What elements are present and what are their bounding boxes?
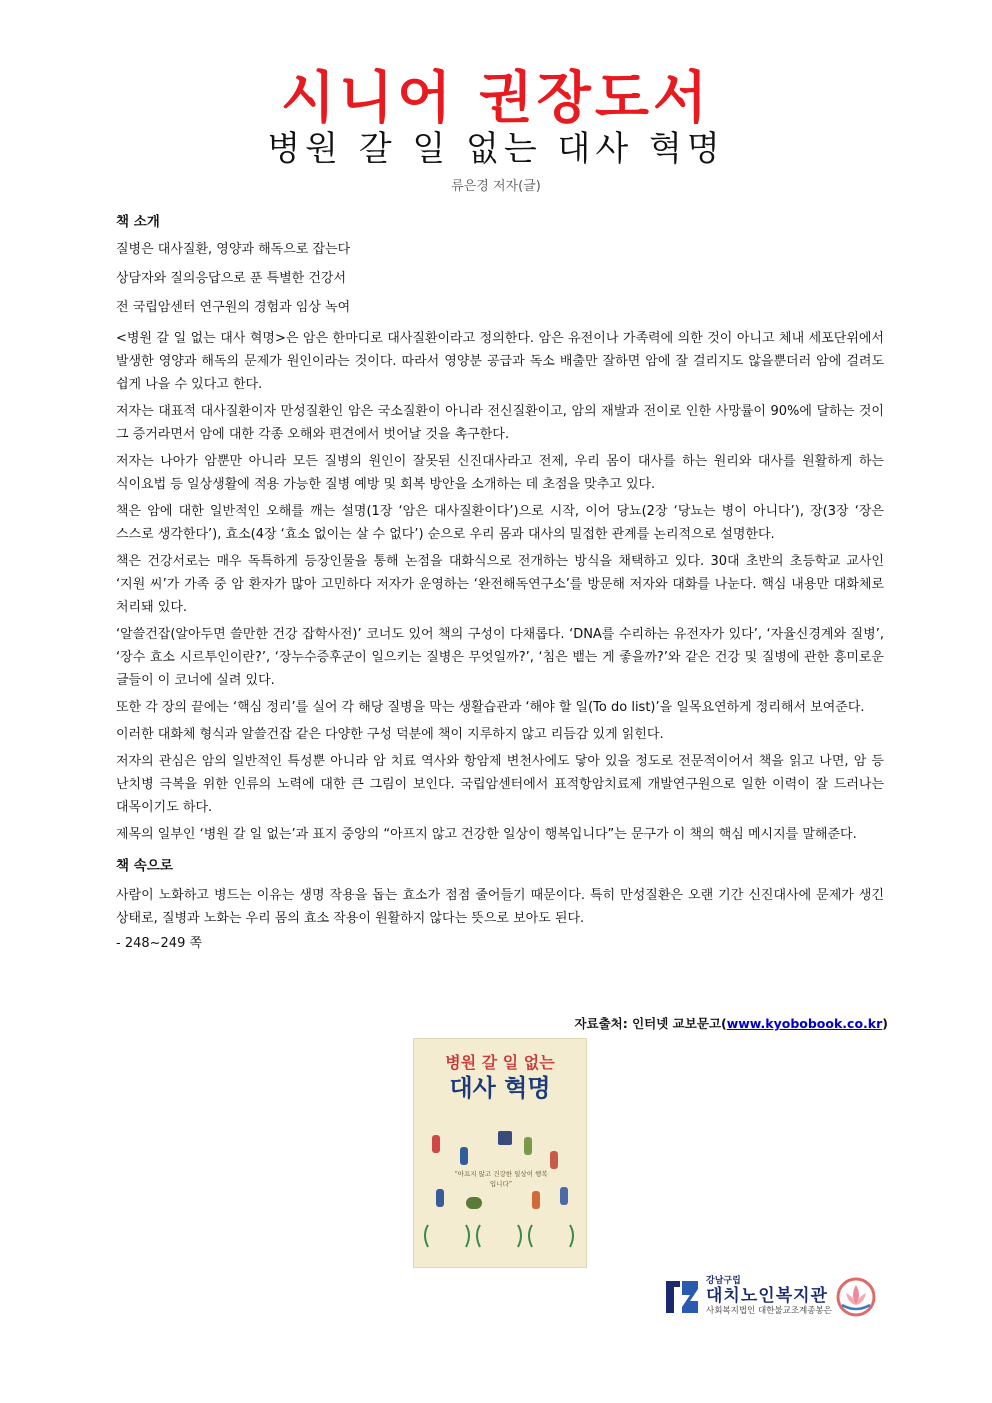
cover-title-line1: 병원 갈 일 없는 [445,1053,555,1072]
cover-figure [550,1151,558,1169]
organization-logo [664,1275,884,1321]
cover-figure [436,1189,444,1207]
intro-paragraph: 책은 암에 대한 일반적인 오해를 깨는 설명(1장 ‘암은 대사질환이다’)으로 시작, 이어 당뇨(2장 ‘당뇨는 병이 아니다’), 장(3장 ‘장은 스스로 생각한다’), 효소(4장 ‘효소 없이는 살 수 없다’) 순으로 우리 몸과 대사의 밀접한 관계를 논리적으로 설명한다. [116,504,884,542]
cover-figure [432,1135,440,1153]
intro-paragraph: 책은 건강서로는 매우 독특하게 등장인물을 통해 논점을 대화식으로 전개하는 방식을 채택하고 있다. 30대 초반의 초등학교 교사인 ‘지원 씨’가 가족 중 암 환자가 많아 고민하다 저자가 운영하는 ‘완전해독연구소’를 방문해 저자와 대화를 나눈다. 핵심 내용만 대화체로 처리돼 있다. [116,554,884,615]
source-link[interactable]: www.kyobobook.co.kr [726,1016,883,1031]
cover-figure [532,1191,540,1209]
source-credit [574,1015,888,1033]
lotus-emblem-icon [836,1277,876,1317]
source-label: 자료출처: 인터넷 교보문고( [574,1016,727,1031]
book-title: 병원 갈 일 없는 대사 혁명 [267,129,725,169]
intro-paragraph: 저자의 관심은 암의 일반적인 특성뿐 아니라 암 치료 역사와 항암제 변천사에도 닿아 있을 정도로 전문적이어서 책을 읽고 나면, 암 등 난치병 극복을 위한 인류의 노력에 대한 큰 그림이 보인다. 국립암센터에서 표적항암치료제 개발연구원으로 일한 이력이 잘 드러나는 대목이기도 하다. [116,754,884,815]
inside-paragraph: 사람이 노화하고 병드는 이유는 생명 작용을 돕는 효소가 점점 줄어들기 때문이다. 특히 만성질환은 오랜 기간 신진대사에 문제가 생긴 상태로, 질병과 노화는 우리 몸의 효소 작용이 원활하지 않다는 뜻으로 보아도 된다. [116,888,884,926]
intro-paragraph: <병원 갈 일 없는 대사 혁명>은 암은 한마디로 대사질환이라고 정의한다. 암은 유전이나 가족력에 의한 것이 아니고 체내 세포단위에서 발생한 영양과 해독의 문제가 원인이라는 것이다. 따라서 영양분 공급과 독소 배출만 잘하면 암에 잘 걸리지도 않을뿐더러 암에 걸려도 쉽게 나을 수 있다고 한다. [116,331,884,392]
logo-mark-icon [664,1277,700,1317]
cover-figure [560,1187,568,1205]
cover-title-line2: 대사 혁명 [449,1074,551,1102]
inside-heading: 책 속으로 [116,858,173,874]
intro-paragraph: 저자는 대표적 대사질환이자 만성질환인 암은 국소질환이 아니라 전신질환이고, 암의 재발과 전이로 인한 사망률이 90%에 달하는 것이 그 증거라면서 암에 대한 각종 오해와 편견에서 벗어날 것을 촉구한다. [116,404,884,442]
cover-figure [466,1197,482,1209]
cover-laurels [414,1219,586,1253]
page-reference: - 248~249 쪽 [116,936,203,951]
intro-paragraph: 제목의 일부인 ‘병원 갈 일 없는’과 표지 중앙의 “아프지 않고 건강한 일상이 행복입니다”는 문구가 이 책의 핵심 메시지를 말해준다. [116,827,857,842]
intro-paragraph: 저자는 나아가 암뿐만 아니라 모든 질병의 원인이 잘못된 신진대사라고 전제, 우리 몸이 대사를 하는 원리와 대사를 원활하게 하는 식이요법 등 일상생활에 적용 가능한 질병 예방 및 회복 방안을 소개하는 데 초점을 맞추고 있다. [116,454,884,492]
cover-figure [460,1147,468,1165]
cover-figure [524,1137,532,1155]
logo-operator: 사회복지법인 대한불교조계종봉은 [706,1306,832,1316]
cover-figure [498,1131,512,1145]
tagline: 상담자와 질의응답으로 푼 특별한 건강서 [116,271,347,286]
intro-heading: 책 소개 [116,214,160,230]
cover-quote: “아프지 않고 건강한 일상이 행복입니다” [454,1170,548,1188]
intro-paragraph: 또한 각 장의 끝에는 ‘핵심 정리’를 실어 각 해당 질병을 막는 생활습관과 ‘해야 할 일(To do list)’을 일목요연하게 정리해서 보여준다. [116,700,865,715]
page-title: 시니어 권장도서 [280,66,712,131]
logo-district: 강남구립 [706,1276,741,1286]
intro-paragraph: ‘알쓸건잡(알아두면 쓸만한 건강 잡학사전)’ 코너도 있어 책의 구성이 다채롭다. ‘DNA를 수리하는 유전자가 있다’, ‘자율신경계와 질병’, ‘장수 효소 시르투인이란?’, ‘장누수증후군이 일으키는 질병은 무엇일까?’, ‘침은 뱉는 게 좋을까?’와 같은 건강 및 질병에 관한 흥미로운 글들이 이 코너에 실려 있다. [116,627,884,688]
logo-name: 대치노인복지관 [706,1286,828,1306]
book-author: 류은경 저자(글) [451,179,541,194]
intro-paragraph: 이러한 대화체 형식과 알쓸건잡 같은 다양한 구성 덕분에 책이 지루하지 않고 리듬감 있게 읽힌다. [116,727,664,742]
tagline: 전 국립암센터 연구원의 경험과 임상 녹여 [116,300,351,315]
book-cover-image [413,1038,587,1268]
source-suffix: ) [882,1016,888,1031]
tagline: 질병은 대사질환, 영양과 해독으로 잡는다 [116,242,351,257]
article-body [116,212,884,963]
